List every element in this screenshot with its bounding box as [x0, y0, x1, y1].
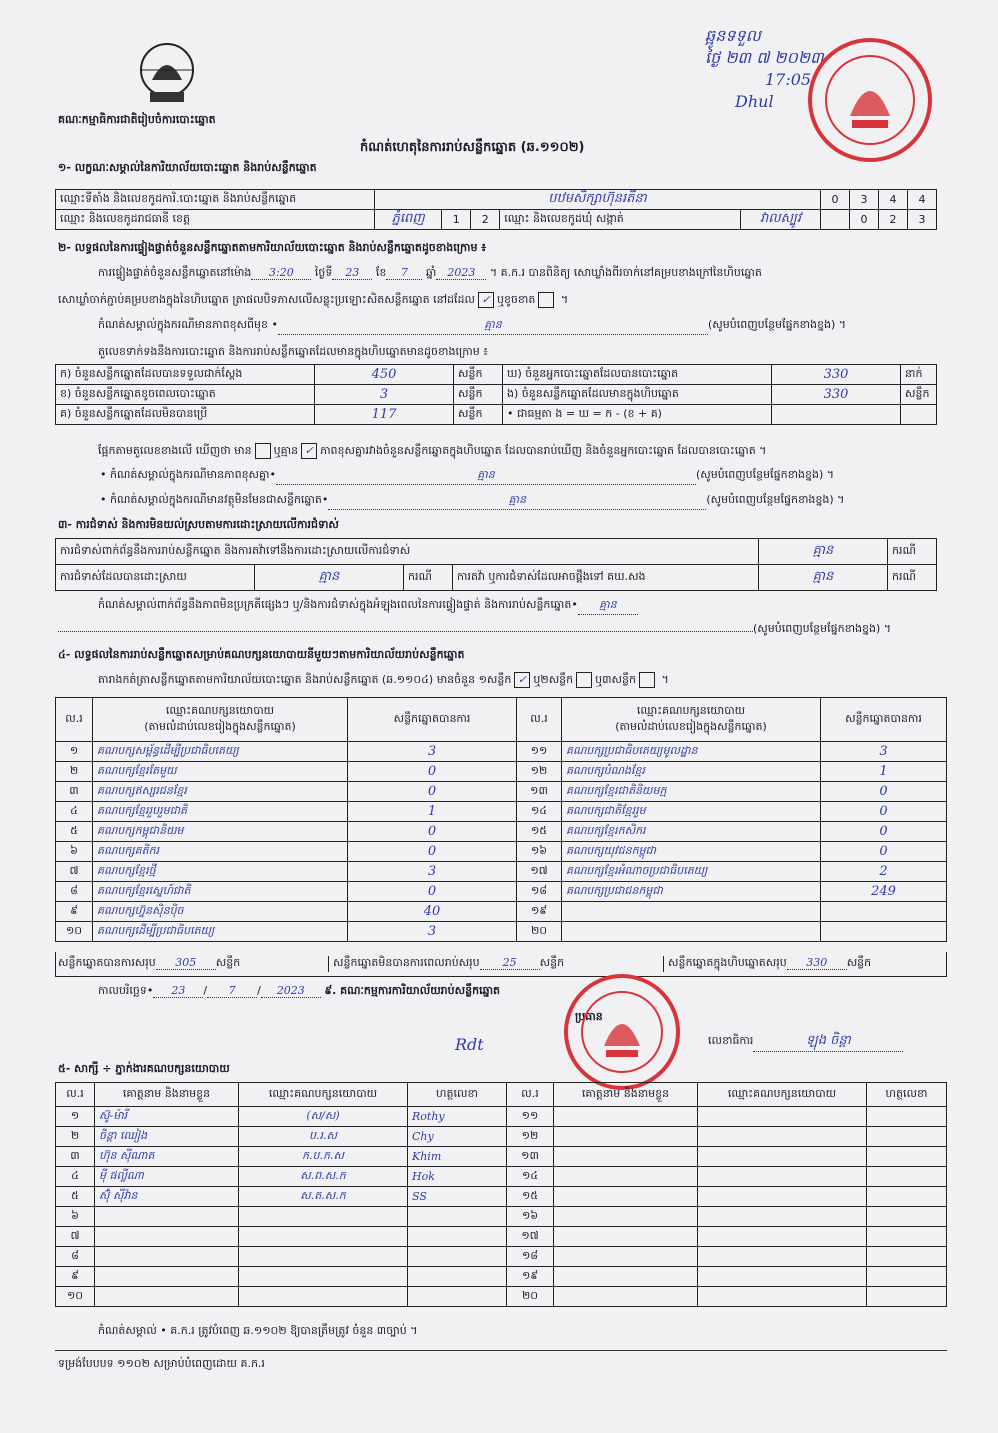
party-row: [56, 822, 947, 842]
witness-name: ម៉ី ផល្លីណា: [95, 1167, 239, 1187]
party-votes: 3: [348, 922, 517, 942]
witness-row: [56, 1167, 947, 1187]
witness-number: ១២: [507, 1127, 554, 1147]
party-name: គណបក្សកម្ពុជានិយម: [93, 822, 348, 842]
witness-party: ស.ត.ស.ក: [239, 1187, 408, 1207]
footer-rule: [55, 1350, 947, 1351]
section3-note-value: គ្មាន: [578, 598, 638, 615]
witness-name: ស៊ូ-ម៉ារី: [95, 1107, 239, 1127]
party-row: [56, 782, 947, 802]
witness-row: [56, 1187, 947, 1207]
section2-note-value: គ្មាន: [278, 318, 708, 335]
figure-label: ក) ចំនួនសន្លឹកឆ្នោតដែលបានទទួលជាក់ស្តែង: [56, 365, 315, 385]
party-name: គណបក្សយុវជនកម្ពុជា: [562, 842, 821, 862]
witness-name: ស៊ុំ ស៊ីវ៉ាន: [95, 1187, 239, 1207]
verification-line: ការផ្ទៀងផ្ទាត់ចំនួនសន្លឹកឆ្នោតនៅម៉ោង 3:20 ថ្ងៃទី 23 ខែ 7 ឆ្នាំ 2023 ។ គ.ក.រ បានពិនិត្យ សោឃ្លាំងពីរចាក់នៅគម្របខាងក្រៅនៃហិបឆ្នោត: [98, 266, 762, 279]
party-name: គណបក្សខ្មែរតែមួយ: [93, 762, 348, 782]
witness-signature: Rothy: [408, 1107, 507, 1127]
party-votes: 3: [348, 862, 517, 882]
party-votes: 40: [348, 902, 517, 922]
party-votes: 0: [348, 882, 517, 902]
province-label: ឈ្មោះ និងលេខកូដរាជធានី ខេត្ត: [56, 210, 375, 230]
party-row: [56, 802, 947, 822]
witness-signature: Hok: [408, 1167, 507, 1187]
secretary-line: លេខាធិការ ឡុង ចិន្តា: [708, 1032, 943, 1052]
section1-heading: ១- លក្ខណៈសម្គាល់នៃការិយាល័យបោះឆ្នោត និងរាប់សន្លឹកឆ្នោត: [58, 161, 317, 174]
bullet-note-1: • កំណត់សម្គាល់ក្នុងករណីមានភាពខុសគ្នា• គ្មាន (សូមបំពេញបន្ថែមផ្នែកខាងខ្នង) ។: [100, 468, 940, 485]
objections-label: ការជំទាស់ពាក់ព័ន្ធនឹងការរាប់សន្លឹកឆ្នោត និងការតវ៉ាទៅនឹងការដោះស្រាយលើការជំទាស់: [56, 539, 759, 565]
party-row: [56, 742, 947, 762]
witness-signature: SS: [408, 1187, 507, 1207]
party-name: គណបក្សខ្មែរអំណាចប្រជាធិបតេយ្យ: [562, 862, 821, 882]
commune-code-digit: 3: [908, 210, 937, 230]
received-label: ឆ្អូនទទួល: [705, 26, 761, 45]
chair-label: ប្រធាន: [575, 1010, 603, 1023]
party-number: ៣: [56, 782, 93, 802]
section1-table: [55, 189, 937, 230]
objections-table: ការជំទាស់ពាក់ព័ន្ធនឹងការរាប់សន្លឹកឆ្នោត និងការតវ៉ាទៅនឹងការដោះស្រាយលើការជំទាស់ គ្មាន ករណី ការជំទាស់ដែលបានដោះស្រាយ គ្មាន ករណី ការតវ៉ា ឬការជំទាស់ដែលអាចផ្តឹងទៅ គឃ.សង គ្មាន ករណី: [55, 538, 937, 591]
witness-signature: [408, 1267, 507, 1287]
witness-party: [239, 1267, 408, 1287]
party-row: [56, 862, 947, 882]
verification-time: 3:20: [251, 266, 311, 280]
witness-number: ១៣: [507, 1147, 554, 1167]
location-code-digit: 4: [908, 190, 937, 210]
has-discrepancy-checkbox[interactable]: [255, 443, 271, 459]
party-name: គណបក្សខ្មែរថ្មី: [93, 862, 348, 882]
party-number: ១២: [517, 762, 562, 782]
party-number: ១៧: [517, 862, 562, 882]
bullet-note-2: • កំណត់សម្គាល់ក្នុងករណីមានវត្ថុមិនមែនជាសន្លឹកឆ្នោត• គ្មាន (សូមបំពេញបន្ថែមផ្នែកខាងខ្នង) ។: [100, 493, 940, 510]
party-votes: 249: [821, 882, 947, 902]
footer-text: ទម្រង់បែបបទ ១១០២ សម្រាប់បំពេញដោយ គ.ក.រ: [58, 1357, 265, 1370]
page-title: កំណត់ហេតុនៃការរាប់សន្លឹកឆ្នោត (ឆ.១១០២): [360, 140, 585, 155]
party-votes: 0: [348, 842, 517, 862]
witness-number: ៦: [56, 1207, 95, 1227]
party-row: [56, 882, 947, 902]
party-number: ៧: [56, 862, 93, 882]
bullet1-value: គ្មាន: [276, 468, 696, 485]
party-votes: 3: [821, 742, 947, 762]
party-number: ១១: [517, 742, 562, 762]
totals-row: សន្លឹកឆ្នោតបានការសរុប 305 សន្លឹក សន្លឹកឆ្នោតមិនបានការពេលរាប់សរុប 25 សន្លឹក សន្លឹកឆ្នោតក្នុងហិបឆ្នោតសរុប 330 សន្លឹក: [55, 952, 947, 977]
party-votes: 0: [821, 782, 947, 802]
witness-party: [239, 1227, 408, 1247]
party-votes: 0: [821, 822, 947, 842]
total-invalid-votes: 25: [480, 956, 540, 970]
witness-name: [95, 1247, 239, 1267]
party-name: គណបក្សគតិករ: [93, 842, 348, 862]
party-results-table: ល.រ ឈ្មោះគណបក្សនយោបាយ (តាមលំដាប់លេខរៀងក្នុងសន្លឹកឆ្នោត) សន្លឹកឆ្នោតបានការ ល.រ ឈ្មោះគណបក្សនយោបាយ (តាមលំដាប់លេខរៀងក្នុងសន្លឹកឆ្នោត) សន្លឹកឆ្នោតបានការ ១ គណបក្សសម្ព័ន្ធដើម្បីប្រជាធិបតេយ្យ 3 ១១ គណបក្សប្រជាធិបតេយ្យមូលដ្ឋាន 3 ២ គណបក្សខ្មែរតែមួយ 0 ១២ គណបក្សបំណងខ្មែរ 1 ៣ គណបក្សឥស្សរជនខ្មែរ 0 ១៣ គណបក្សខ្មែរជាតិនិយមក្ម 0 ៤ គណបក្សខ្មែររួបរួមជាតិ 1 ១៤ គណបក្សជាតិខ្មែររួម 0 ៥ គណបក្សកម្ពុជានិយម 0 ១៥ គណបក្សខ្មែរកសិករ 0 ៦ គណបក្សគតិករ 0 ១៦ គណបក្សយុវជនកម្ពុជា 0 ៧ គណបក្សខ្មែរថ្មី 3 ១៧ គណបក្សខ្មែរអំណាចប្រជាធិបតេយ្យ 2 ៨ គណបក្សខ្មែរស្នេហ៍ជាតិ 0 ១៨ គណបក្សប្រជាជនកម្ពុជា 249 ៩ គណបក្សហ្វ៊ុនស៊ិនប៉ិច 40 ១៩ ១០ គណបក្សដើម្បីប្រជាធិបតេយ្យ 3 ២០: [55, 697, 947, 942]
witness-table: ល.រ គោត្តនាម និងនាមខ្លួន ឈ្មោះគណបក្សនយោបាយ ហត្ថលេខា ល.រ គោត្តនាម និងនាមខ្លួន ឈ្មោះគណបក្សនយោបាយ ហត្ថលេខា ១ ស៊ូ-ម៉ារី (ស/ស) Rothy ១១ ២ ចិន្តា ឈៀង ប.រ.ស Chy ១២ ៣ ហ៊ុន ស៊ីណាត ក.ប.ក.ស Khim ១៣ ៤ ម៉ី ផល្លីណា ស.ព.ស.ក Hok ១៤ ៥ ស៊ុំ ស៊ីវ៉ាន ស.ត.ស.ក SS ១៥ ៦ ១៦ ៧ ១៧ ៨ ១៨ ៩ ១៩ ១០ ២០: [55, 1082, 947, 1307]
witness-number: ៥: [56, 1187, 95, 1207]
seal-line: សោឃ្លាំចាក់ភ្ជាប់គម្របខាងក្នុងនៃហិបឆ្នោត ត្រាផលបិទភាសលើសន្លុះប្រឡោះសិតសន្លឹកឆ្នោត នៅដដែល ✓ ឬខូចខាត ។: [58, 293, 569, 306]
witness-row: [56, 1247, 947, 1267]
witness-signature: Chy: [408, 1127, 507, 1147]
figure-label: ង) ចំនួនសន្លឹកឆ្នោតដែលមានក្នុងហិបឆ្នោត: [503, 385, 772, 405]
received-time: 17:05: [765, 70, 812, 89]
figure-label: គ) ចំនួនសន្លឹកឆ្នោតដែលមិនបានប្រើ: [56, 405, 315, 425]
section3-heading: ៣- ការជំទាស់ និងការមិនយល់ស្របតាមការដោះស្រាយលើការជំទាស់: [58, 518, 339, 531]
witness-party: ស.ព.ស.ក: [239, 1167, 408, 1187]
party-votes: 0: [348, 762, 517, 782]
commune-code-digit: 2: [879, 210, 908, 230]
intact-checkbox[interactable]: ✓: [478, 292, 494, 308]
witness-number: ២០: [507, 1287, 554, 1307]
witness-number: ៣: [56, 1147, 95, 1167]
verification-year: 2023: [436, 266, 486, 280]
location-code-digit: 3: [850, 190, 879, 210]
party-name: គណបក្សប្រជាធិបតេយ្យមូលដ្ឋាន: [562, 742, 821, 762]
witness-name: ចិន្តា ឈៀង: [95, 1127, 239, 1147]
witness-signature: [408, 1287, 507, 1307]
nec-emblem-icon: [132, 40, 202, 110]
date-year: 2023: [261, 984, 321, 998]
figure-value: [772, 405, 901, 425]
witness-row: [56, 1287, 947, 1307]
section4-intro: តារាងកត់ត្រាសន្លឹកឆ្នោតតាមការិយាល័យបោះឆ្នោត និងរាប់សន្លឹកឆ្នោត (ឆ.១១០៤) មានចំនួន ១សន្លឹក ✓ ឬ២សន្លឹក ឬ៣សន្លឹក ។: [98, 673, 669, 686]
witness-party: [239, 1287, 408, 1307]
witness-name: ហ៊ុន ស៊ីណាត: [95, 1147, 239, 1167]
party-name: [562, 902, 821, 922]
figures-intro: តួលេខទាក់ទងនឹងការបោះឆ្នោត និងការរាប់សន្លឹកឆ្នោតដែលមានក្នុងហិបឆ្នោតមានដូចខាងក្រោម ៖: [98, 345, 489, 358]
location-value: បឋមសិក្សាហ៊ុនរតីនា: [375, 190, 821, 210]
location-label: ឈ្មោះទីតាំង និងលេខកូដការិ.បោះឆ្នោត និងរាប់សន្លឹកឆ្នោត: [56, 190, 375, 210]
figure-label: ឃ) ចំនួនអ្នកបោះឆ្នោតដែលបានបោះឆ្នោត: [503, 365, 772, 385]
party-name: គណបក្សខ្មែរស្នេហ៍ជាតិ: [93, 882, 348, 902]
figures-table: [55, 364, 937, 425]
witness-party: ក.ប.ក.ស: [239, 1147, 408, 1167]
objections-value: គ្មាន: [759, 539, 888, 565]
party-votes: 0: [821, 842, 947, 862]
witness-number: ១៦: [507, 1207, 554, 1227]
party-number: ១៩: [517, 902, 562, 922]
party-name: គណបក្សខ្មែររួបរួមជាតិ: [93, 802, 348, 822]
resolved-label: ការជំទាស់ដែលបានដោះស្រាយ: [56, 565, 255, 591]
party-name: គណបក្សខ្មែរកសិករ: [562, 822, 821, 842]
party-votes: 0: [348, 782, 517, 802]
party-name: គណបក្សឥស្សរជនខ្មែរ: [93, 782, 348, 802]
party-votes: [821, 922, 947, 942]
location-code-digit: 0: [821, 190, 850, 210]
witness-number: ១០: [56, 1287, 95, 1307]
figure-value: 330: [772, 365, 901, 385]
witness-number: ១៤: [507, 1167, 554, 1187]
three-sheet-checkbox[interactable]: [639, 672, 655, 688]
resolved-value: គ្មាន: [255, 565, 404, 591]
party-number: ២: [56, 762, 93, 782]
party-number: ៥: [56, 822, 93, 842]
appeal-value: គ្មាន: [759, 565, 888, 591]
party-votes: 0: [821, 802, 947, 822]
form-note: កំណត់សម្គាល់ • គ.ក.រ ត្រូវបំពេញ ឆ.១១០២ ឱ្យបានត្រឹមត្រូវ ចំនួន ៣ច្បាប់ ។: [98, 1324, 418, 1337]
total-valid-votes: 305: [156, 956, 216, 970]
received-signature: Dhul: [735, 92, 774, 111]
committee-stamp-icon: [562, 972, 682, 1092]
witness-row: [56, 1147, 947, 1167]
witness-row: [56, 1207, 947, 1227]
party-votes: 2: [821, 862, 947, 882]
party-name: គណបក្សហ្វ៊ុនស៊ិនប៉ិច: [93, 902, 348, 922]
party-number: ១៤: [517, 802, 562, 822]
party-row: [56, 922, 947, 942]
witness-row: [56, 1107, 947, 1127]
location-code-digit: 4: [879, 190, 908, 210]
verification-month: 7: [386, 266, 422, 280]
figure-value: 330: [772, 385, 901, 405]
section3-note-cont: (សូមបំពេញបន្ថែមផ្នែកខាងខ្នង) ។: [58, 622, 943, 638]
secretary-name: ឡុង ចិន្តា: [753, 1032, 903, 1052]
witness-number: ៨: [56, 1247, 95, 1267]
section2-note: កំណត់សម្គាល់ក្នុងករណីមានភាពខុសពីមុខ • គ្មាន (សូមបំពេញបន្ថែមផ្នែកខាងខ្នង) ។: [98, 318, 943, 335]
witness-row: [56, 1127, 947, 1147]
witness-number: ១៥: [507, 1187, 554, 1207]
party-votes: 1: [821, 762, 947, 782]
witness-row: [56, 1267, 947, 1287]
chair-signature: Rdt: [455, 1035, 484, 1054]
witness-signature: [408, 1247, 507, 1267]
appeal-label: ការតវ៉ា ឬការជំទាស់ដែលអាចផ្តឹងទៅ គឃ.សង: [453, 565, 759, 591]
party-votes: 3: [348, 742, 517, 762]
province-code-digit: 2: [471, 210, 500, 229]
committee-name: គណៈកម្មាធិការជាតិរៀបចំការបោះឆ្នោត: [58, 113, 216, 126]
damaged-checkbox[interactable]: [538, 292, 554, 308]
total-ballots-in-box: 330: [787, 956, 847, 970]
commune-label: ឈ្មោះ និងលេខកូដឃុំ សង្កាត់: [504, 211, 624, 225]
party-number: ៩: [56, 902, 93, 922]
party-number: ៦: [56, 842, 93, 862]
date-line: កាលបរិច្ឆេទ• 23 / 7 / 2023 ៩. គណៈកម្មការការិយាល័យរាប់សន្លឹកឆ្នោត: [98, 984, 501, 997]
witness-number: ៤: [56, 1167, 95, 1187]
witness-name: [95, 1267, 239, 1287]
witness-number: ១៨: [507, 1247, 554, 1267]
witness-name: [95, 1207, 239, 1227]
witness-signature: [408, 1207, 507, 1227]
party-row: [56, 902, 947, 922]
witness-number: ១១: [507, 1107, 554, 1127]
committee-label: ៩. គណៈកម្មការការិយាល័យរាប់សន្លឹកឆ្នោត: [324, 984, 501, 997]
party-row: [56, 842, 947, 862]
party-number: ១០: [56, 922, 93, 942]
party-number: ១៣: [517, 782, 562, 802]
party-number: ១៥: [517, 822, 562, 842]
figures-row: ខ) ចំនួនសន្លឹកឆ្នោតខូចពេលបោះឆ្នោត 3 សន្លឹក ង) ចំនួនសន្លឹកឆ្នោតដែលមានក្នុងហិបឆ្នោត 330 សន្លឹក: [56, 385, 937, 405]
figure-label: ខ) ចំនួនសន្លឹកឆ្នោតខូចពេលបោះឆ្នោត: [56, 385, 315, 405]
figures-row: គ) ចំនួនសន្លឹកឆ្នោតដែលមិនបានប្រើ 117 សន្លឹក • ជាធម្មតា ង = ឃ = ក - (ខ + គ): [56, 405, 937, 425]
section4-heading: ៤- លទ្ធផលនៃការរាប់សន្លឹកឆ្នោតសម្រាប់គណបក្សនយោបាយនីមួយៗតាមការិយាល័យរាប់សន្លឹកឆ្នោត: [58, 648, 465, 661]
party-row: [56, 762, 947, 782]
party-votes: 1: [348, 802, 517, 822]
party-name: គណបក្សដើម្បីប្រជាធិបតេយ្យ: [93, 922, 348, 942]
witness-signature: Khim: [408, 1147, 507, 1167]
party-name: [562, 922, 821, 942]
party-name: គណបក្សប្រជាជនកម្ពុជា: [562, 882, 821, 902]
figure-value: 117: [315, 405, 454, 425]
witness-number: ៩: [56, 1267, 95, 1287]
party-number: ១៦: [517, 842, 562, 862]
verification-day: 23: [332, 266, 372, 280]
party-name: គណបក្សសម្ព័ន្ធដើម្បីប្រជាធិបតេយ្យ: [93, 742, 348, 762]
section3-note: កំណត់សម្គាល់ពាក់ព័ន្ធនឹងភាពមិនប្រក្រតីផ្សេងៗ ឬ/និងការជំទាស់ក្នុងអំឡុងពេលនៃការផ្ទៀងផ្ទាត់ និងការរាប់សន្លឹកឆ្នោត• គ្មាន: [98, 598, 943, 615]
witness-name: [95, 1227, 239, 1247]
witness-number: ១៩: [507, 1267, 554, 1287]
figure-value: 450: [315, 365, 454, 385]
witness-name: [95, 1287, 239, 1307]
witness-row: [56, 1227, 947, 1247]
section2-heading: ២- លទ្ធផលនៃការផ្ទៀងផ្ទាត់ចំនួនសន្លឹកឆ្នោតតាមការិយាល័យបោះឆ្នោត និងរាប់សន្លឹកឆ្នោតដូចខាងក្រោម ៖: [58, 241, 487, 254]
witness-party: ប.រ.ស: [239, 1127, 408, 1147]
official-stamp-icon: [806, 36, 934, 164]
party-name: គណបក្សខ្មែរជាតិនិយមក្ម: [562, 782, 821, 802]
figure-label: • ជាធម្មតា ង = ឃ = ក - (ខ + គ): [503, 405, 772, 425]
party-number: ៤: [56, 802, 93, 822]
witness-party: (ស/ស): [239, 1107, 408, 1127]
party-number: ២០: [517, 922, 562, 942]
section5-heading: ៥- សាក្សី ÷ ភ្នាក់ងារគណបក្សនយោបាយ: [58, 1062, 230, 1075]
party-number: ១៨: [517, 882, 562, 902]
figures-row: ក) ចំនួនសន្លឹកឆ្នោតដែលបានទទួលជាក់ស្តែង 450 សន្លឹក ឃ) ចំនួនអ្នកបោះឆ្នោតដែលបានបោះឆ្នោត 330 នាក់: [56, 365, 937, 385]
party-number: ៨: [56, 882, 93, 902]
figure-value: 3: [315, 385, 454, 405]
province-value: ភ្នំពេញ: [375, 210, 442, 230]
date-day: 23: [153, 984, 203, 998]
witness-number: ១៧: [507, 1227, 554, 1247]
one-sheet-checkbox[interactable]: ✓: [514, 672, 530, 688]
discrepancy-line: ផ្អែកតាមតួលេខខាងលើ ឃើញថា មាន ឬគ្មាន ✓ ភាពខុសគ្នារវាងចំនួនសន្លឹកឆ្នោតក្នុងហិបឆ្នោត ដែលបានរាប់ឃើញ និងចំនួនអ្នកបោះឆ្នោត ដែលបានបោះឆ្នោត ។: [98, 444, 767, 457]
province-code-digit: 1: [442, 210, 471, 229]
witness-signature: [408, 1227, 507, 1247]
party-votes: [821, 902, 947, 922]
witness-number: ៧: [56, 1227, 95, 1247]
party-name: គណបក្សបំណងខ្មែរ: [562, 762, 821, 782]
witness-party: [239, 1207, 408, 1227]
witness-party: [239, 1247, 408, 1267]
commune-code-digit: 0: [850, 210, 879, 230]
party-votes: 0: [348, 822, 517, 842]
commune-value: វាលស្បូវ: [740, 210, 820, 230]
no-discrepancy-checkbox[interactable]: ✓: [301, 443, 317, 459]
party-number: ១: [56, 742, 93, 762]
witness-number: ១: [56, 1107, 95, 1127]
party-name: គណបក្សជាតិខ្មែររួម: [562, 802, 821, 822]
bullet2-value: គ្មាន: [328, 493, 706, 510]
date-month: 7: [207, 984, 257, 998]
witness-number: ២: [56, 1127, 95, 1147]
received-date: ថ្ងៃ ២៣ ៧ ២០២៣: [705, 48, 824, 67]
two-sheet-checkbox[interactable]: [576, 672, 592, 688]
